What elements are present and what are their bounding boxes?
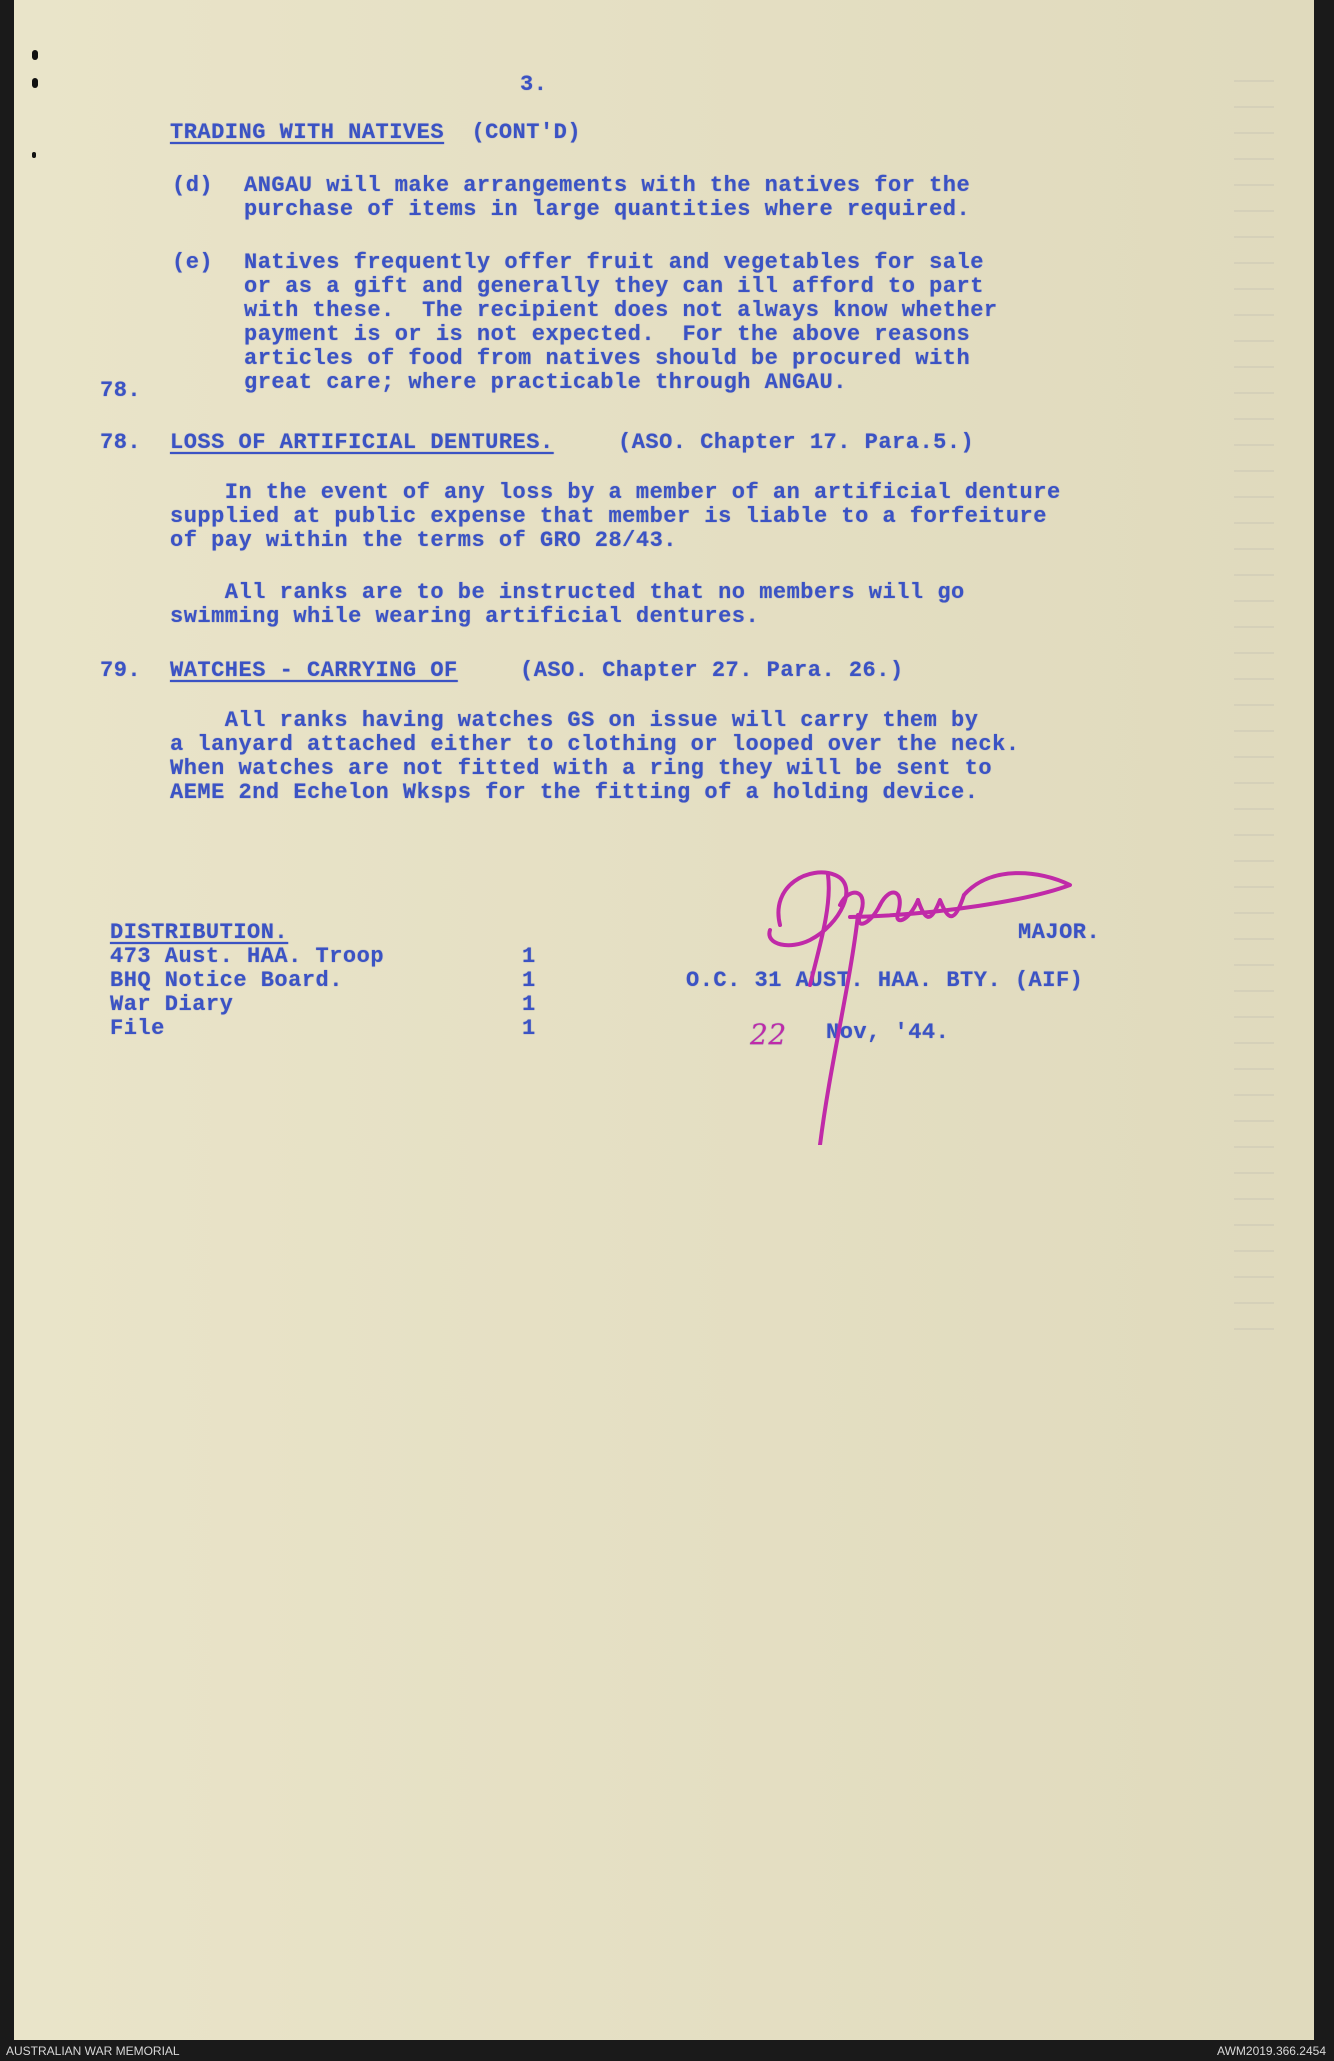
section-78-para1-line: In the event of any loss by a member of an artificial denture (170, 480, 1061, 505)
section-78-para2-line: swimming while wearing artificial dentures. (170, 604, 760, 629)
item-d-line: purchase of items in large quantities where required. (244, 197, 971, 222)
item-d-line: ANGAU will make arrangements with the natives for the (244, 173, 971, 198)
section-79-para-line: AEME 2nd Echelon Wksps for the fitting of a holding device. (170, 780, 979, 805)
item-e-line: with these. The recipient does not always know whether (244, 298, 998, 323)
punch-holes (14, 0, 54, 2040)
distribution-item-name: BHQ Notice Board. (110, 968, 343, 993)
distribution-item-name: File (110, 1016, 165, 1041)
item-e-line: or as a gift and generally they can ill afford to part (244, 274, 984, 299)
section-78-para2-line: All ranks are to be instructed that no members will go (170, 580, 965, 605)
item-e-label: (e) (172, 250, 214, 275)
section-78-para1-line: of pay within the terms of GRO 28/43. (170, 528, 677, 553)
punch-hole (32, 152, 36, 158)
punch-hole (32, 50, 38, 60)
footer-institution: AUSTRALIAN WAR MEMORIAL (6, 2044, 180, 2058)
section-78-number: 78. (100, 430, 142, 455)
section-79-reference: (ASO. Chapter 27. Para. 26.) (520, 658, 904, 683)
archive-footer (0, 2040, 1334, 2061)
punch-hole (32, 78, 38, 88)
signatory-rank: MAJOR. (1018, 920, 1101, 945)
signature-date: Nov, '44. (826, 1020, 950, 1045)
item-e-line: articles of food from natives should be procured with (244, 346, 971, 371)
item-d-label: (d) (172, 173, 214, 198)
page-number: 3. (520, 72, 548, 97)
section-79-heading: WATCHES - CARRYING OF (170, 658, 458, 683)
distribution-item-qty: 1 (522, 992, 536, 1017)
distribution-heading: DISTRIBUTION. (110, 920, 289, 945)
section-79-para-line: All ranks having watches GS on issue will carry them by (170, 708, 979, 733)
item-e-line: Natives frequently offer fruit and vegetables for sale (244, 250, 984, 275)
bleed-through-lines (1234, 80, 1274, 1340)
section-78-para1-line: supplied at public expense that member is liable to a forfeiture (170, 504, 1047, 529)
trading-section-heading: TRADING WITH NATIVES (CONT'D) (170, 120, 582, 145)
section-79-para-line: When watches are not fitted with a ring they will be sent to (170, 756, 993, 781)
section-78-reference: (ASO. Chapter 17. Para.5.) (618, 430, 975, 455)
distribution-item-qty: 1 (522, 968, 536, 993)
item-e-line: great care; where practicable through ANGAU. (244, 370, 847, 395)
distribution-item-name: War Diary (110, 992, 234, 1017)
section-78-heading: LOSS OF ARTIFICIAL DENTURES. (170, 430, 554, 455)
item-e-line: payment is or is not expected. For the above reasons (244, 322, 971, 347)
distribution-item-name: 473 Aust. HAA. Troop (110, 944, 385, 969)
section-79-para-line: a lanyard attached either to clothing or looped over the neck. (170, 732, 1020, 757)
signatory-unit: O.C. 31 AUST. HAA. BTY. (AIF) (686, 968, 1084, 993)
distribution-item-qty: 1 (522, 944, 536, 969)
distribution-item-qty: 1 (522, 1016, 536, 1041)
handwritten-signature (740, 845, 1080, 1145)
margin-number: 78. (100, 378, 142, 403)
signature-date-day: 22 (750, 1018, 787, 1051)
footer-accession-number: AWM2019.366.2454 (1217, 2044, 1326, 2058)
section-79-number: 79. (100, 658, 142, 683)
